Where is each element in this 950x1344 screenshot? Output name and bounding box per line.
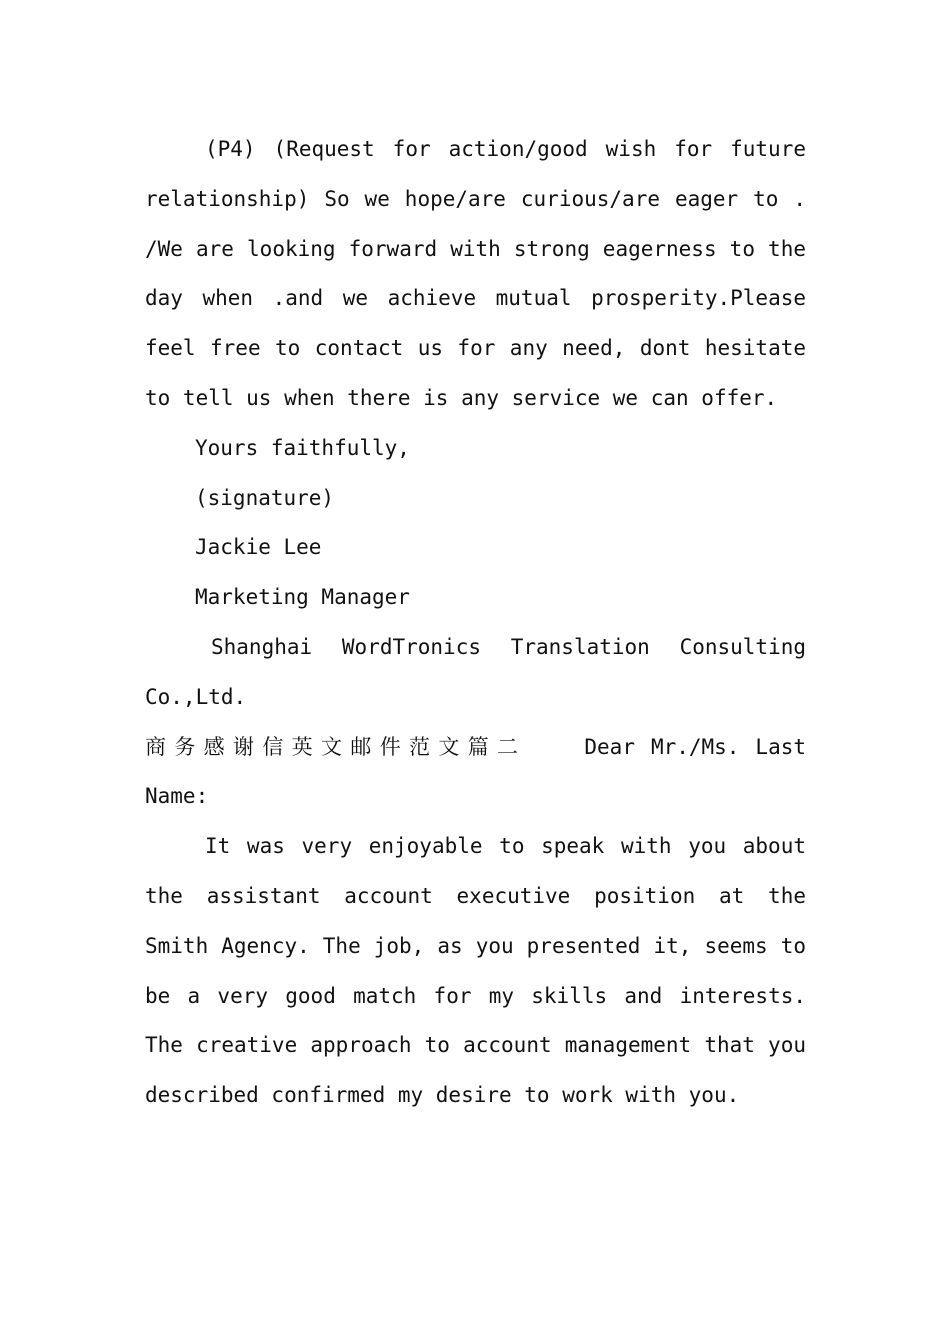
letter2-body-paragraph: It was very enjoyable to speak with you about the assistant account executive position at the Smith Agency. The job, as you presented it, seems to be a very good match for my skills and interests. The creative approach to account management that you described confirmed my desire to work with you. — [145, 834, 806, 1108]
signature-line: (signature) — [195, 485, 335, 510]
section-heading: 商务感谢信英文邮件范文篇二 — [145, 734, 527, 759]
paragraph-p4: (P4) (Request for action/good wish for future relationship) So we hope/are curious/are eager to . /We are looking forward with strong eagerness to the day when .and we achieve mutual prosperity.Please feel free to contact us for any need, dont hesitate to tell us when there is any service we can offer. — [145, 137, 806, 410]
sender-name: Jackie Lee — [195, 535, 322, 560]
closing-line: Yours faithfully, — [195, 435, 410, 460]
sender-title: Marketing Manager — [195, 585, 410, 610]
document-body — [145, 125, 806, 1121]
salutation: Dear Mr./Ms. Last Name: — [145, 734, 806, 809]
letter2-heading-line — [145, 723, 806, 823]
sender-company: Shanghai WordTronics Translation Consulting Co.,Ltd. — [145, 634, 806, 709]
